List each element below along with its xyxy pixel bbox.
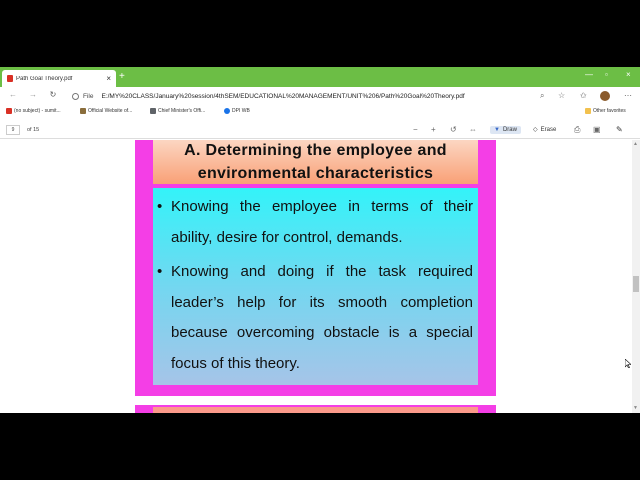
emblem-icon [80,108,86,114]
draw-icon: ▼ [494,127,500,133]
bookmark-label: DPI WB [232,108,250,114]
back-icon[interactable]: ← [9,90,17,99]
other-favorites-label: Other favorites [593,108,626,114]
save-icon[interactable]: ▣ [593,125,601,134]
bullet-dot: • [157,198,163,215]
bullet-text: Knowing the employee in terms of their ability, desire for control, demands. [171,198,473,246]
maximize-icon[interactable]: ▫ [605,70,608,79]
more-menu-icon[interactable]: ⋯ [624,91,632,100]
bookmark-label: Chief Minister's Offi... [158,108,206,114]
bookmark-label: (no subject) - sumit... [14,108,61,114]
other-favorites[interactable] [585,108,626,114]
next-slide-heading-box [153,407,478,413]
print-icon[interactable]: ⎙ [574,125,581,134]
file-label: File [83,93,94,100]
draw-label: Draw [502,127,517,133]
mouse-cursor-icon [625,359,631,368]
erase-label: Erase [540,126,557,133]
favorite-star-icon[interactable]: ☆ [558,91,566,100]
draw-button[interactable] [490,126,521,134]
vertical-scrollbar[interactable] [632,140,640,413]
pdf-toolbar [0,122,640,139]
info-icon[interactable] [72,93,79,100]
pdf-document-area[interactable] [0,140,632,413]
profile-avatar[interactable] [600,91,610,101]
slide-heading: A. Determining the employee and environmental characteristics [184,142,447,182]
gmail-icon [6,108,12,114]
address-bar[interactable] [72,90,556,103]
next-slide-page [135,403,496,413]
bookmark-label: Official Website of... [88,108,133,114]
pin-icon[interactable]: ✎ [616,125,623,134]
pdf-icon [7,75,13,82]
page-count: of 15 [27,127,40,133]
bookmark-item[interactable] [150,108,205,114]
forward-icon[interactable]: → [29,90,37,99]
scrollbar-thumb[interactable] [633,276,639,292]
zoom-in-icon[interactable]: + [431,125,436,134]
bookmark-item[interactable] [80,108,132,114]
new-tab-icon[interactable]: + [119,71,125,82]
folder-icon [585,108,591,114]
zoom-out-icon[interactable]: − [413,125,418,134]
slide-heading-box [153,140,478,184]
tab-close-icon[interactable]: × [106,74,111,83]
bullet-text: Knowing and doing if the task required leader’s help for its smooth completion because overcoming obstacle is a special focus of this theory. [171,263,473,372]
tab-pdf[interactable] [2,70,116,87]
navigation-bar [0,87,640,106]
bullet-item [157,192,473,253]
bullet-item [157,257,473,379]
rotate-icon[interactable]: ↺ [450,125,457,134]
eraser-icon: ◇ [533,127,538,133]
globe-icon [224,108,230,114]
scroll-up-icon[interactable]: ▲ [633,141,638,147]
tab-bar [0,67,640,87]
zoom-icon[interactable]: ⌕ [540,91,545,100]
close-window-icon[interactable]: × [626,70,631,79]
fit-page-icon[interactable]: ⇔ [469,125,477,134]
bookmark-item[interactable] [224,108,250,114]
browser-window [0,67,640,413]
erase-button[interactable] [533,126,556,133]
page-icon [150,108,156,114]
slide-body [153,188,478,385]
scroll-down-icon[interactable]: ▼ [633,405,638,411]
minimize-icon[interactable]: — [585,70,593,79]
bookmarks-bar [0,106,640,118]
bookmark-item[interactable] [6,108,61,114]
favorites-icon[interactable]: ✩ [580,91,587,100]
reload-icon[interactable]: ↻ [49,90,57,99]
page-number-input[interactable]: 9 [6,125,20,135]
tab-title: Path Goal Theory.pdf [16,75,73,82]
bullet-dot: • [157,263,163,280]
url-text[interactable]: E:/MY%20CLASS/January%20session/4thSEM/EDUCATIONAL%20MANAGEMENT/UNIT%206/Path%20Goal%20Theory.pdf [101,93,465,100]
slide-page [135,140,496,396]
